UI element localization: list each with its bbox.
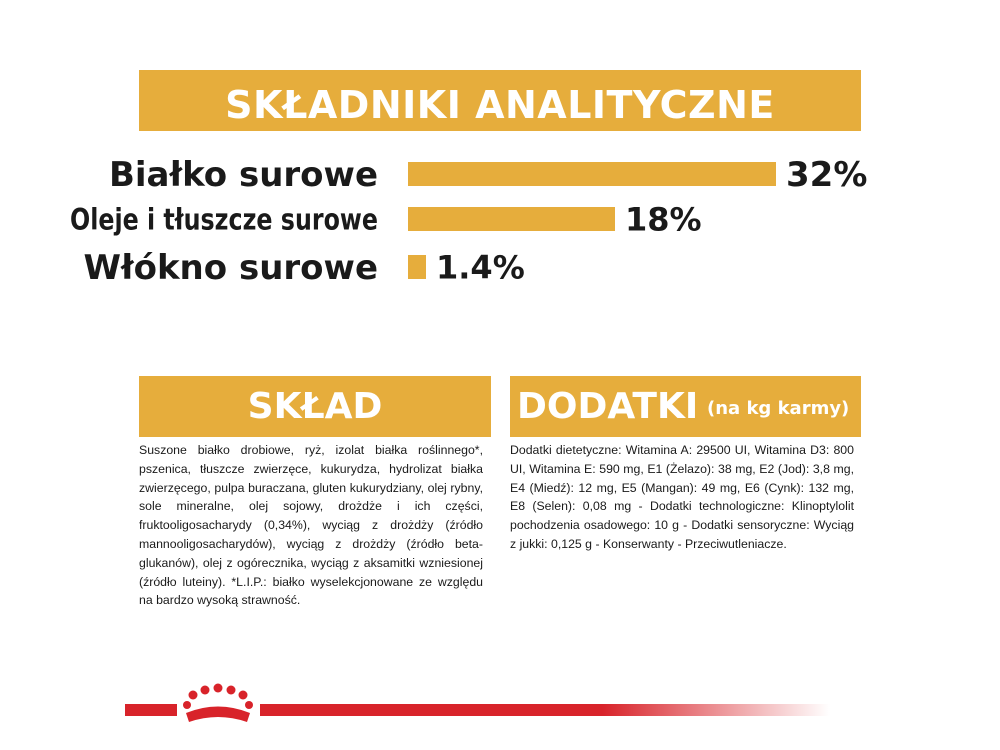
bar-3 bbox=[408, 255, 426, 279]
value-label-1: 32% bbox=[786, 155, 868, 196]
dodatki-text: Dodatki dietetyczne: Witamina A: 29500 UI, Witamina D3: 800 UI, Witamina E: 590 mg, E1 (Żelazo): 38 mg, E2 (Jod): 3,8 mg, E4 (Miedź): 12 mg, E5 (Mangan): 49 mg, E6 (Cynk): 132 mg, E8 (Selen): 0,08 mg - Dodatki technologiczne: Klinoptylolit pochodzenia osadowego: 10 g - Dodatki sensoryczne: Wyciąg z jukki: 0,125 g - Konserwanty - Przeciwutleniacze. bbox=[510, 443, 854, 551]
dodatki-banner bbox=[510, 376, 861, 437]
footer-stripe-right bbox=[260, 704, 830, 716]
dodatki-heading-suffix: (na kg karmy) bbox=[707, 398, 850, 419]
sklad-text: Suszone białko drobiowe, ryż, izolat białka roślinnego*, pszenica, tłuszcze zwierzęce, kukurydza, hydrolizat białka zwierzęcego, pulpa buraczana, gluten kukurydziany, olej rybny, sole mineralne, olej sojowy, drożdże i ich części, fruktooligosacharydy (0,34%), wyciąg z drożdży (źródło mannooligosacharydów), wyciąg z drożdży (źródło beta-glukanów), olej z ogórecznika, wyciąg z aksamitki wzniesionej (źródło luteiny). *L.I.P.: białko wyselekcjonowane ze względu na bardzo wysoką strawność. bbox=[139, 443, 483, 608]
footer bbox=[0, 680, 1000, 730]
sklad-heading: SKŁAD bbox=[247, 386, 383, 427]
page-title: SKŁADNIKI ANALITYCZNE bbox=[225, 83, 775, 127]
crown-icon bbox=[183, 684, 253, 723]
sklad-banner bbox=[139, 376, 491, 437]
value-label-3: 1.4% bbox=[436, 248, 525, 287]
dodatki-heading: DODATKI bbox=[517, 386, 699, 427]
bar-2 bbox=[408, 207, 615, 231]
analytical-chart bbox=[0, 0, 1000, 300]
category-label-2: Oleje i tłuszcze surowe bbox=[70, 203, 379, 238]
footer-stripe-left bbox=[125, 704, 177, 716]
value-label-2: 18% bbox=[625, 200, 702, 239]
bar-1 bbox=[408, 162, 776, 186]
category-label-1: Białko surowe bbox=[108, 155, 378, 196]
category-label-3: Włókno surowe bbox=[83, 248, 378, 289]
